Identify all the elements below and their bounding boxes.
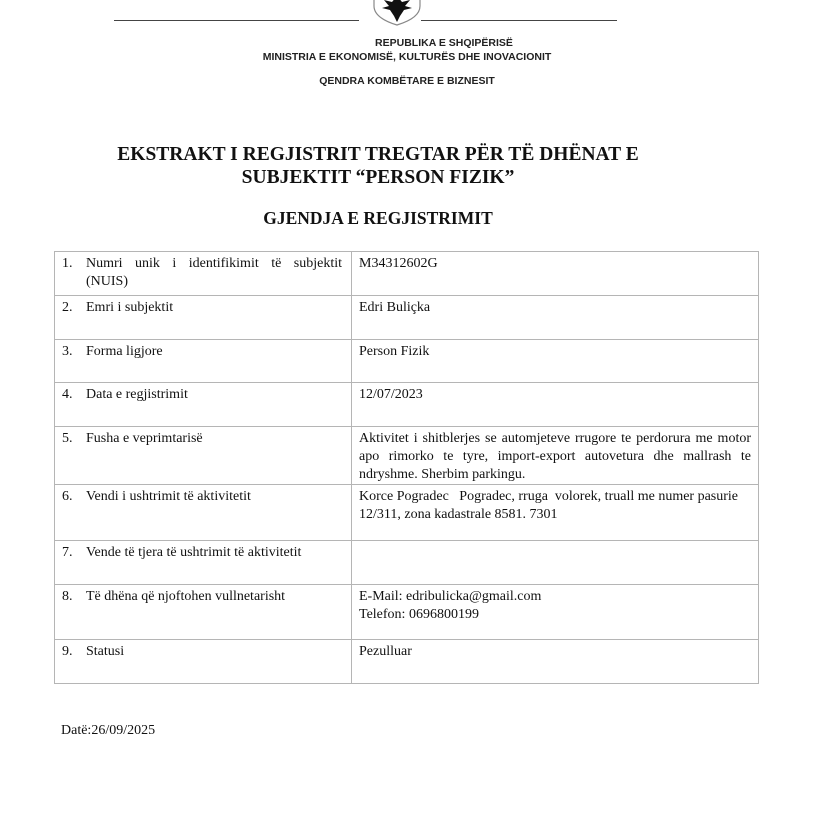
row-number: 6.: [62, 489, 73, 504]
albania-coat-of-arms-icon: [370, 0, 424, 26]
country-name: REPUBLIKA E SHQIPËRISË: [375, 37, 513, 49]
row-label: Forma ligjore: [86, 344, 163, 359]
row-number: 8.: [62, 589, 73, 604]
contact-phone: Telefon: 0696800199: [359, 607, 479, 622]
contact-email: E-Mail: edribulicka@gmail.com: [359, 589, 542, 604]
row-label: Data e regjistrimit: [86, 387, 188, 402]
table-row: [55, 541, 759, 585]
table-row: [55, 427, 759, 485]
row-label-cell: [55, 252, 352, 296]
table-row: [55, 383, 759, 427]
row-value: Korce Pogradec Pogradec, rruga volorek, truall me numer pasurie 12/311, zona kadastrale 8581. 7301: [352, 485, 759, 541]
table-row: [55, 252, 759, 296]
agency-name: QENDRA KOMBËTARE E BIZNESIT: [319, 75, 495, 87]
row-label: Fusha e veprimtarisë: [86, 431, 203, 446]
row-value: 12/07/2023: [352, 383, 759, 427]
row-label-cell: [55, 485, 352, 541]
row-number: 2.: [62, 300, 73, 315]
document-title-line1: EKSTRAKT I REGJISTRIT TREGTAR PËR TË DHËNAT E: [117, 144, 639, 165]
table-row: [55, 340, 759, 383]
row-label: Emri i subjektit: [86, 300, 174, 315]
row-value: M34312602G: [352, 252, 759, 296]
row-label: Të dhëna që njoftohen vullnetarisht: [86, 589, 286, 604]
row-label-cell: [55, 383, 352, 427]
table-row: [55, 585, 759, 640]
row-value: [352, 585, 759, 640]
header-rule-left: [114, 20, 359, 21]
row-label: Vende të tjera të ushtrimit të aktivitetit: [86, 545, 302, 560]
row-label-cell: [55, 340, 352, 383]
row-number: 3.: [62, 344, 73, 359]
section-title: GJENDJA E REGJISTRIMIT: [263, 208, 493, 228]
ministry-name: MINISTRIA E EKONOMISË, KULTURËS DHE INOVACIONIT: [262, 51, 552, 63]
row-label: Vendi i ushtrimit të aktivitetit: [86, 489, 251, 504]
row-number: 9.: [62, 644, 73, 659]
row-label-cell: [55, 585, 352, 640]
issue-date: Datë:26/09/2025: [61, 723, 156, 738]
row-value: Edri Buliçka: [352, 296, 759, 340]
row-label: Statusi: [86, 644, 125, 659]
table-row: [55, 640, 759, 684]
document-title-line2: SUBJEKTIT “PERSON FIZIK”: [241, 167, 515, 188]
header-rule-right: [421, 20, 617, 21]
row-label-cell: [55, 427, 352, 485]
registry-table: [54, 251, 759, 684]
row-number: 5.: [62, 431, 73, 446]
row-value: Aktivitet i shitblerjes se automjeteve rrugore te perdorura me motor apo rimorko te tyre, import-export autovetura dhe mallrash te ndryshme. Sherbim parkingu.: [352, 427, 759, 485]
row-label-cell: [55, 640, 352, 684]
row-number: 4.: [62, 387, 73, 402]
row-number: 7.: [62, 545, 73, 560]
row-label: Numri unik i identifikimit të subjektit (NUIS): [86, 256, 342, 289]
status-value: Pezulluar: [352, 640, 759, 684]
row-value: Person Fizik: [352, 340, 759, 383]
row-label-cell: [55, 541, 352, 585]
table-row: [55, 485, 759, 541]
table-row: [55, 296, 759, 340]
row-number: 1.: [62, 256, 73, 271]
row-label-cell: [55, 296, 352, 340]
row-value: [352, 541, 759, 585]
